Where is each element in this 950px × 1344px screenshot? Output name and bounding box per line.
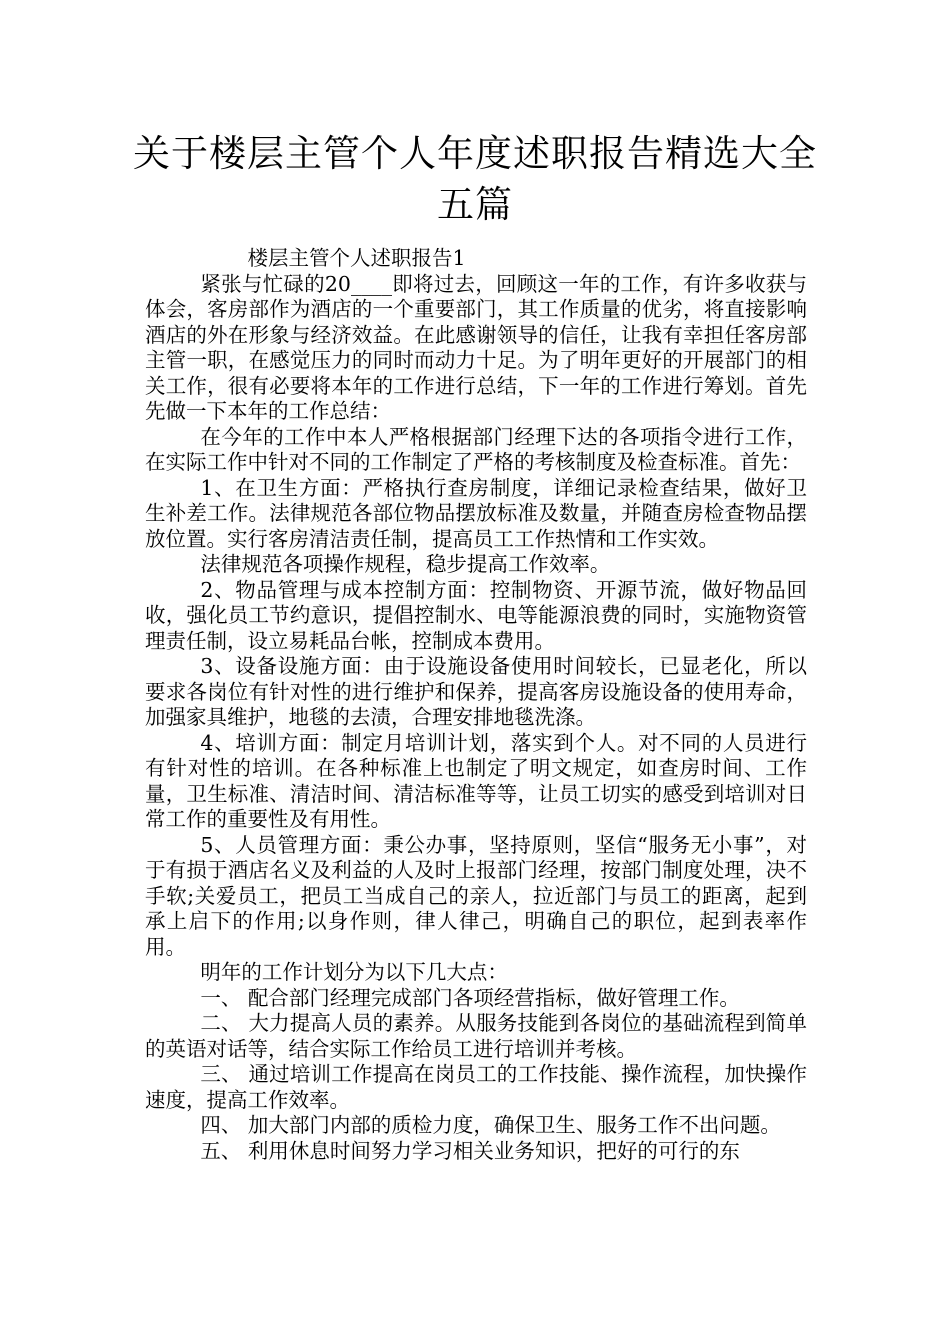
- section-heading: 楼层主管个人述职报告1: [247, 246, 466, 270]
- plan-item: 四、 加大部门内部的质检力度，确保卫生、服务工作不出问题。: [200, 1113, 781, 1137]
- paragraph: 2、物品管理与成本控制方面：控制物资、开源节流，做好物品回收，强化员工节约意识，提倡控制水、电等能源浪费的同时，实施物资管理责任制，设立易耗品台帐，控制成本费用。: [145, 577, 807, 653]
- page-title: 关于楼层主管个人年度述职报告精选大全五篇: [133, 132, 817, 226]
- document-body: [145, 246, 807, 1164]
- paragraph: 紧张与忙碌的20____即将过去，回顾这一年的工作，有许多收获与体会，客房部作为酒店的一个重要部门，其工作质量的优劣，将直接影响酒店的外在形象与经济效益。在此感谢领导的信任，让我有幸担任客房部主管一职，在感觉压力的同时而动力十足。为了明年更好的开展部门的相关工作，很有必要将本年的工作进行总结，下一年的工作进行筹划。首先先做一下本年的工作总结：: [145, 271, 807, 423]
- paragraph: 明年的工作计划分为以下几大点：: [200, 960, 508, 984]
- paragraph: 在今年的工作中本人严格根据部门经理下达的各项指令进行工作，在实际工作中针对不同的工作制定了严格的考核制度及检查标准。首先：: [145, 424, 807, 474]
- paragraph: 3、设备设施方面：由于设施设备使用时间较长，已显老化，所以要求各岗位有针对性的进行维护和保养，提高客房设施设备的使用寿命，加强家具维护，地毯的去渍，合理安排地毯洗涤。: [145, 654, 807, 729]
- paragraph: 5、人员管理方面：秉公办事，坚持原则，坚信“服务无小事”，对于有损于酒店名义及利益的人及时上报部门经理，按部门制度处理，决不手软;关爱员工，把员工当成自己的亲人，拉近部门与员工的距离，起到承上启下的作用;以身作则，律人律己，明确自己的职位，起到表率作用。: [145, 832, 807, 959]
- plan-item: 三、 通过培训工作提高在岗员工的工作技能、操作流程，加快操作速度，提高工作效率。: [145, 1062, 807, 1112]
- plan-item: 二、 大力提高人员的素养。从服务技能到各岗位的基础流程到简单的英语对话等，结合实际工作给员工进行培训并考核。: [145, 1011, 807, 1061]
- plan-item: 一、 配合部门经理完成部门各项经营指标，做好管理工作。: [200, 985, 740, 1010]
- paragraph: 1、在卫生方面：严格执行查房制度，详细记录检查结果，做好卫生补差工作。法律规范各部位物品摆放标准及数量，并随查房检查物品摆放位置。实行客房清洁责任制，提高员工工作热情和工作实效。: [145, 475, 807, 551]
- paragraph: 4、培训方面：制定月培训计划，落实到个人。对不同的人员进行有针对性的培训。在各种标准上也制定了明文规定，如查房时间、工作量，卫生标准、清洁时间、清洁标准等等，让员工切实的感受到培训对日常工作的重要性及有用性。: [145, 730, 807, 831]
- paragraph: 法律规范各项操作规程，稳步提高工作效率。: [200, 552, 611, 576]
- plan-item: 五、 利用休息时间努力学习相关业务知识，把好的可行的东: [200, 1138, 740, 1163]
